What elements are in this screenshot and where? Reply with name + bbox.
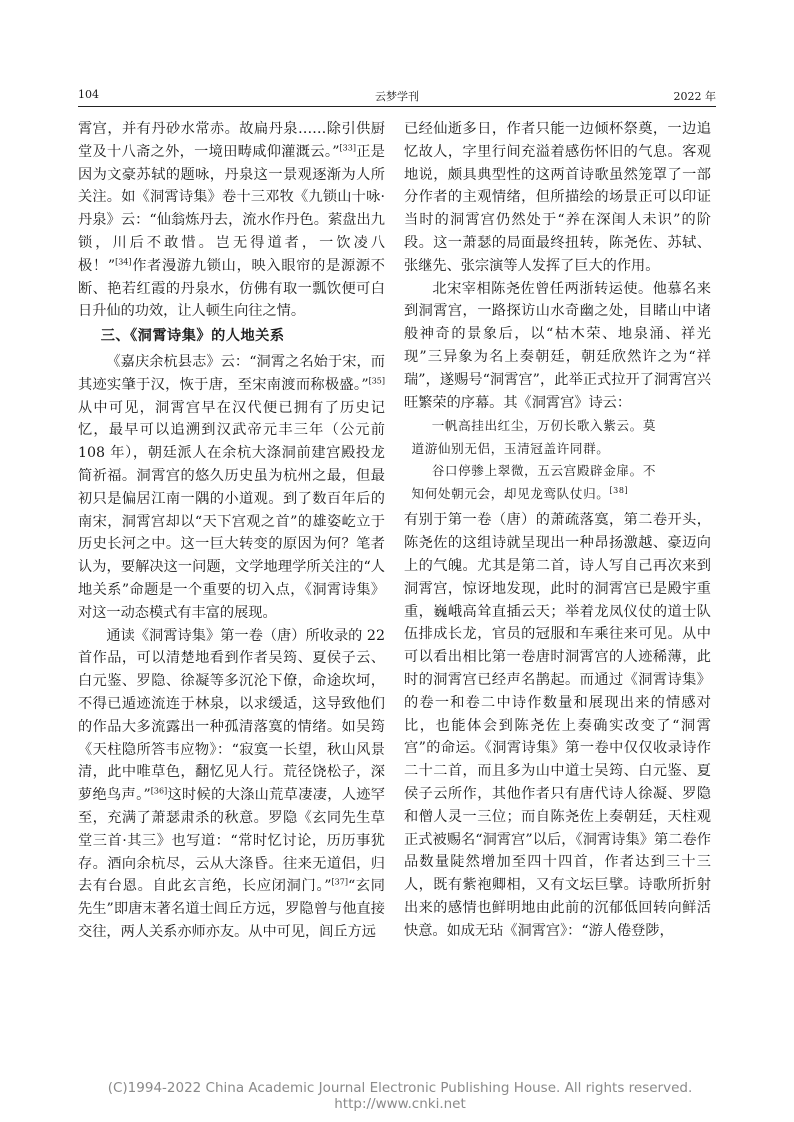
poem-line: 道游仙别无侣，玉清冠盖许同群。 — [411, 440, 610, 456]
copyright-footer: (C)1994-2022 China Academic Journal Electronic Publishing House. All rights reserved. http://www.cnki.net — [107, 1080, 693, 1112]
issue-year: 2022 年 — [673, 90, 716, 103]
citation-ref: [35] — [368, 376, 385, 386]
left-column — [78, 118, 385, 944]
citation-ref: [33] — [339, 143, 356, 153]
right-column — [404, 118, 711, 943]
paragraph: 已经仙逝多日，作者只能一边倾杯祭奠，一边追忆故人，字里行间充溢着感伤怀旧的气息。客观地说，颇具典型性的这两首诗歌虽然笼罩了一部分作者的主观情绪，但所描绘的场景正可以印证当时的洞霄宫仍然处于“养在深闺人未识”的阶段。这一萧瑟的局面最终扭转，陈尧佐、苏轼、张继先、张宗演等人发挥了巨大的作用。 — [404, 121, 711, 274]
page-header — [78, 88, 716, 108]
paragraph: 《嘉庆余杭县志》云：“洞霄之名始于宋，而其迹实肇于汉，恢于唐，至宋南渡而称极盛。”[35]从中可见，洞霄宫早在汉代便已拥有了历史记忆，最早可以追溯到汉武帝元丰三年（公元前 108 年），朝廷派人在余杭大涤洞前建宫殿投龙简祈福。洞霄宫的悠久历史虽为杭州之最，但最初只是偏居江南一隅的小道观。到了数百年后的南宋，洞霄宫却以“天下宫观之首”的雄姿屹立于历史长河之中。这一巨大转变的原因为何？笔者认为，要解决这一问题，文学地理学所关注的“人地关系”命题是一个重要的切入点，《洞霄诗集》对这一动态模式有丰富的展现。 — [78, 353, 385, 621]
page-number: 104 — [78, 88, 99, 101]
paragraph: 霄宫，并有丹砂水常赤。故扁丹泉……除引供厨堂及十八斋之外，一境田畴咸仰灌溉云。”[33]正是因为文豪苏轼的题咏，丹泉这一景观逐渐为人所关注。如《洞霄诗集》卷十三邓牧《九锁山十咏·丹泉》云：“仙翁炼丹去，流水作丹色。萦盘出九锁，川后不敢惜。岂无得道者，一饮凌八极！”[34]作者漫游九锁山，映入眼帘的是源源不断、艳若红霞的丹泉水，仿佛有取一瓢饮便可白日升仙的功效，让人顿生向往之情。 — [78, 121, 385, 320]
paragraph: 有别于第一卷（唐）的萧疏落寞，第二卷开头，陈尧佐的这组诗就呈现出一种昂扬激越、豪迈向上的气魄。尤其是第二首，诗人写自己再次来到洞霄宫，惊讶地发现，此时的洞霄宫已是殿宇重重，巍峨高耸直插云天；举着龙凤仪仗的道士队伍排成长龙，官员的冠服和车乘往来可见。从中可以看出相比第一卷唐时洞霄宫的人迹稀薄，此时的洞霄宫已经声名鹊起。而通过《洞霄诗集》的卷一和卷二中诗作数量和展现出来的情感对比，也能体会到陈尧佐上奏确实改变了“洞霄宫”的命运。《洞霄诗集》第一卷中仅仅收录诗作二十二首，而且多为山中道士吴筠、白元鉴、夏侯子云所作，其他作者只有唐代诗人徐凝、罗隐和僧人灵一三位；而自陈尧佐上奏朝廷，天柱观正式被赐名“洞霄宫”以后，《洞霄诗集》第二卷作品数量陡然增加至四十四首，作者达到三十三人，既有紫袍卿相，又有文坛巨擘。诗歌所折射出来的感情也鲜明地由此前的沉郁低回转向鲜活快意。如成无玷《洞霄宫》：“游人倦登陟， — [404, 512, 711, 939]
citation-ref: [38] — [609, 485, 629, 495]
journal-title: 云梦学刊 — [375, 90, 419, 103]
poem-line: 一帆高挂出红尘，万仞长歌入紫云。莫 — [431, 418, 657, 434]
poem-line: 知何处朝元会，却见龙鸾队仗归。[38] — [411, 485, 629, 501]
header-rule — [78, 106, 716, 107]
poem-quote — [404, 415, 711, 505]
poem-line: 谷口停骖上翠微，五云宫殿辟金扉。不 — [431, 463, 657, 479]
section-heading: 三、《洞霄诗集》的人地关系 — [100, 328, 285, 345]
paragraph: 北宋宰相陈尧佐曾任两浙转运使。他慕名来到洞霄宫，一路探访山水奇幽之处，目睹山中诸般神奇的景象后，以“枯木荣、地泉涌、祥光现”三异象为名上奏朝廷，朝廷欣然许之为“祥瑞”，遂赐号“洞霄宫”，此举正式拉开了洞霄宫兴旺繁荣的序幕。其《洞霄宫》诗云： — [404, 280, 711, 411]
citation-ref: [37] — [331, 877, 348, 887]
paragraph: 通读《洞霄诗集》第一卷（唐）所收录的 22 首作品，可以清楚地看到作者吴筠、夏侯子云、白元鉴、罗隐、徐凝等多沉沦下僚，命途坎坷，不得已遁迹流连于林泉，以求缓适，这导致他们的作品大多流露出一种孤清落寞的情绪。如吴筠《天柱隐所答韦应物》：“寂寞一长望，秋山风景清，此中唯草色，翻忆见人行。荒径饶松子，深萝绝鸟声。”[36]这时候的大涤山荒草凄凄，人迹罕至，充满了萧瑟肃杀的秋意。罗隐《玄同先生草堂三首·其三》也写道：“常时忆讨论，历历事犹存。酒向余杭尽，云从大涤昏。往来无道侣，归去有台恩。自此玄言绝，长应闭洞门。”[37]“玄同先生”即唐末著名道士闾丘方远，罗隐曾与他直接交往，两人关系亦师亦友。从中可见，闾丘方远 — [78, 627, 385, 940]
citation-ref: [36] — [150, 786, 168, 796]
citation-ref: [34] — [115, 257, 132, 267]
